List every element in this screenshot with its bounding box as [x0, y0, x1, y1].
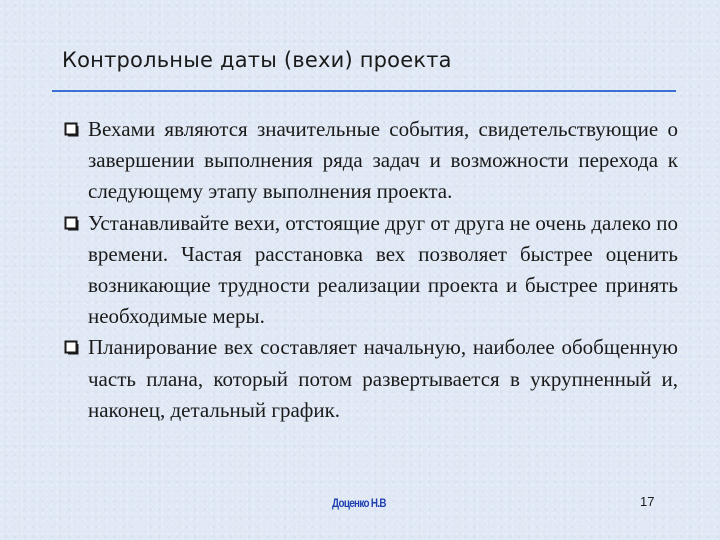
footer-author: Доценко Н.В [332, 496, 386, 510]
bullet-text: Устанавливайте вехи, отстоящие друг от друга не очень далеко по времени. Частая расстановка вех позволяет быстрее оценить возникающие трудности реализации проекта и быстрее принять необходимые меры. [88, 210, 678, 329]
bullet-text: Планирование вех составляет начальную, наиболее обобщенную часть плана, который потом развертывается в укрупненный и, наконец, детальный график. [88, 335, 678, 422]
checkbox-bullet-icon [64, 216, 80, 232]
bullet-text: Вехами являются значительные события, свидетельствующие о завершении выполнения ряда задач и возможности перехода к следующему этапу выполнения проекта. [88, 117, 678, 204]
bullet-item [62, 208, 678, 333]
bullet-item [62, 332, 678, 426]
slide-title: Контрольные даты (вехи) проекта [62, 48, 452, 72]
page-number: 17 [640, 494, 655, 509]
checkbox-bullet-icon [64, 122, 80, 138]
title-underline [52, 90, 676, 92]
checkbox-bullet-icon [64, 340, 80, 356]
bullet-item [62, 114, 678, 208]
bullet-list [62, 114, 678, 426]
